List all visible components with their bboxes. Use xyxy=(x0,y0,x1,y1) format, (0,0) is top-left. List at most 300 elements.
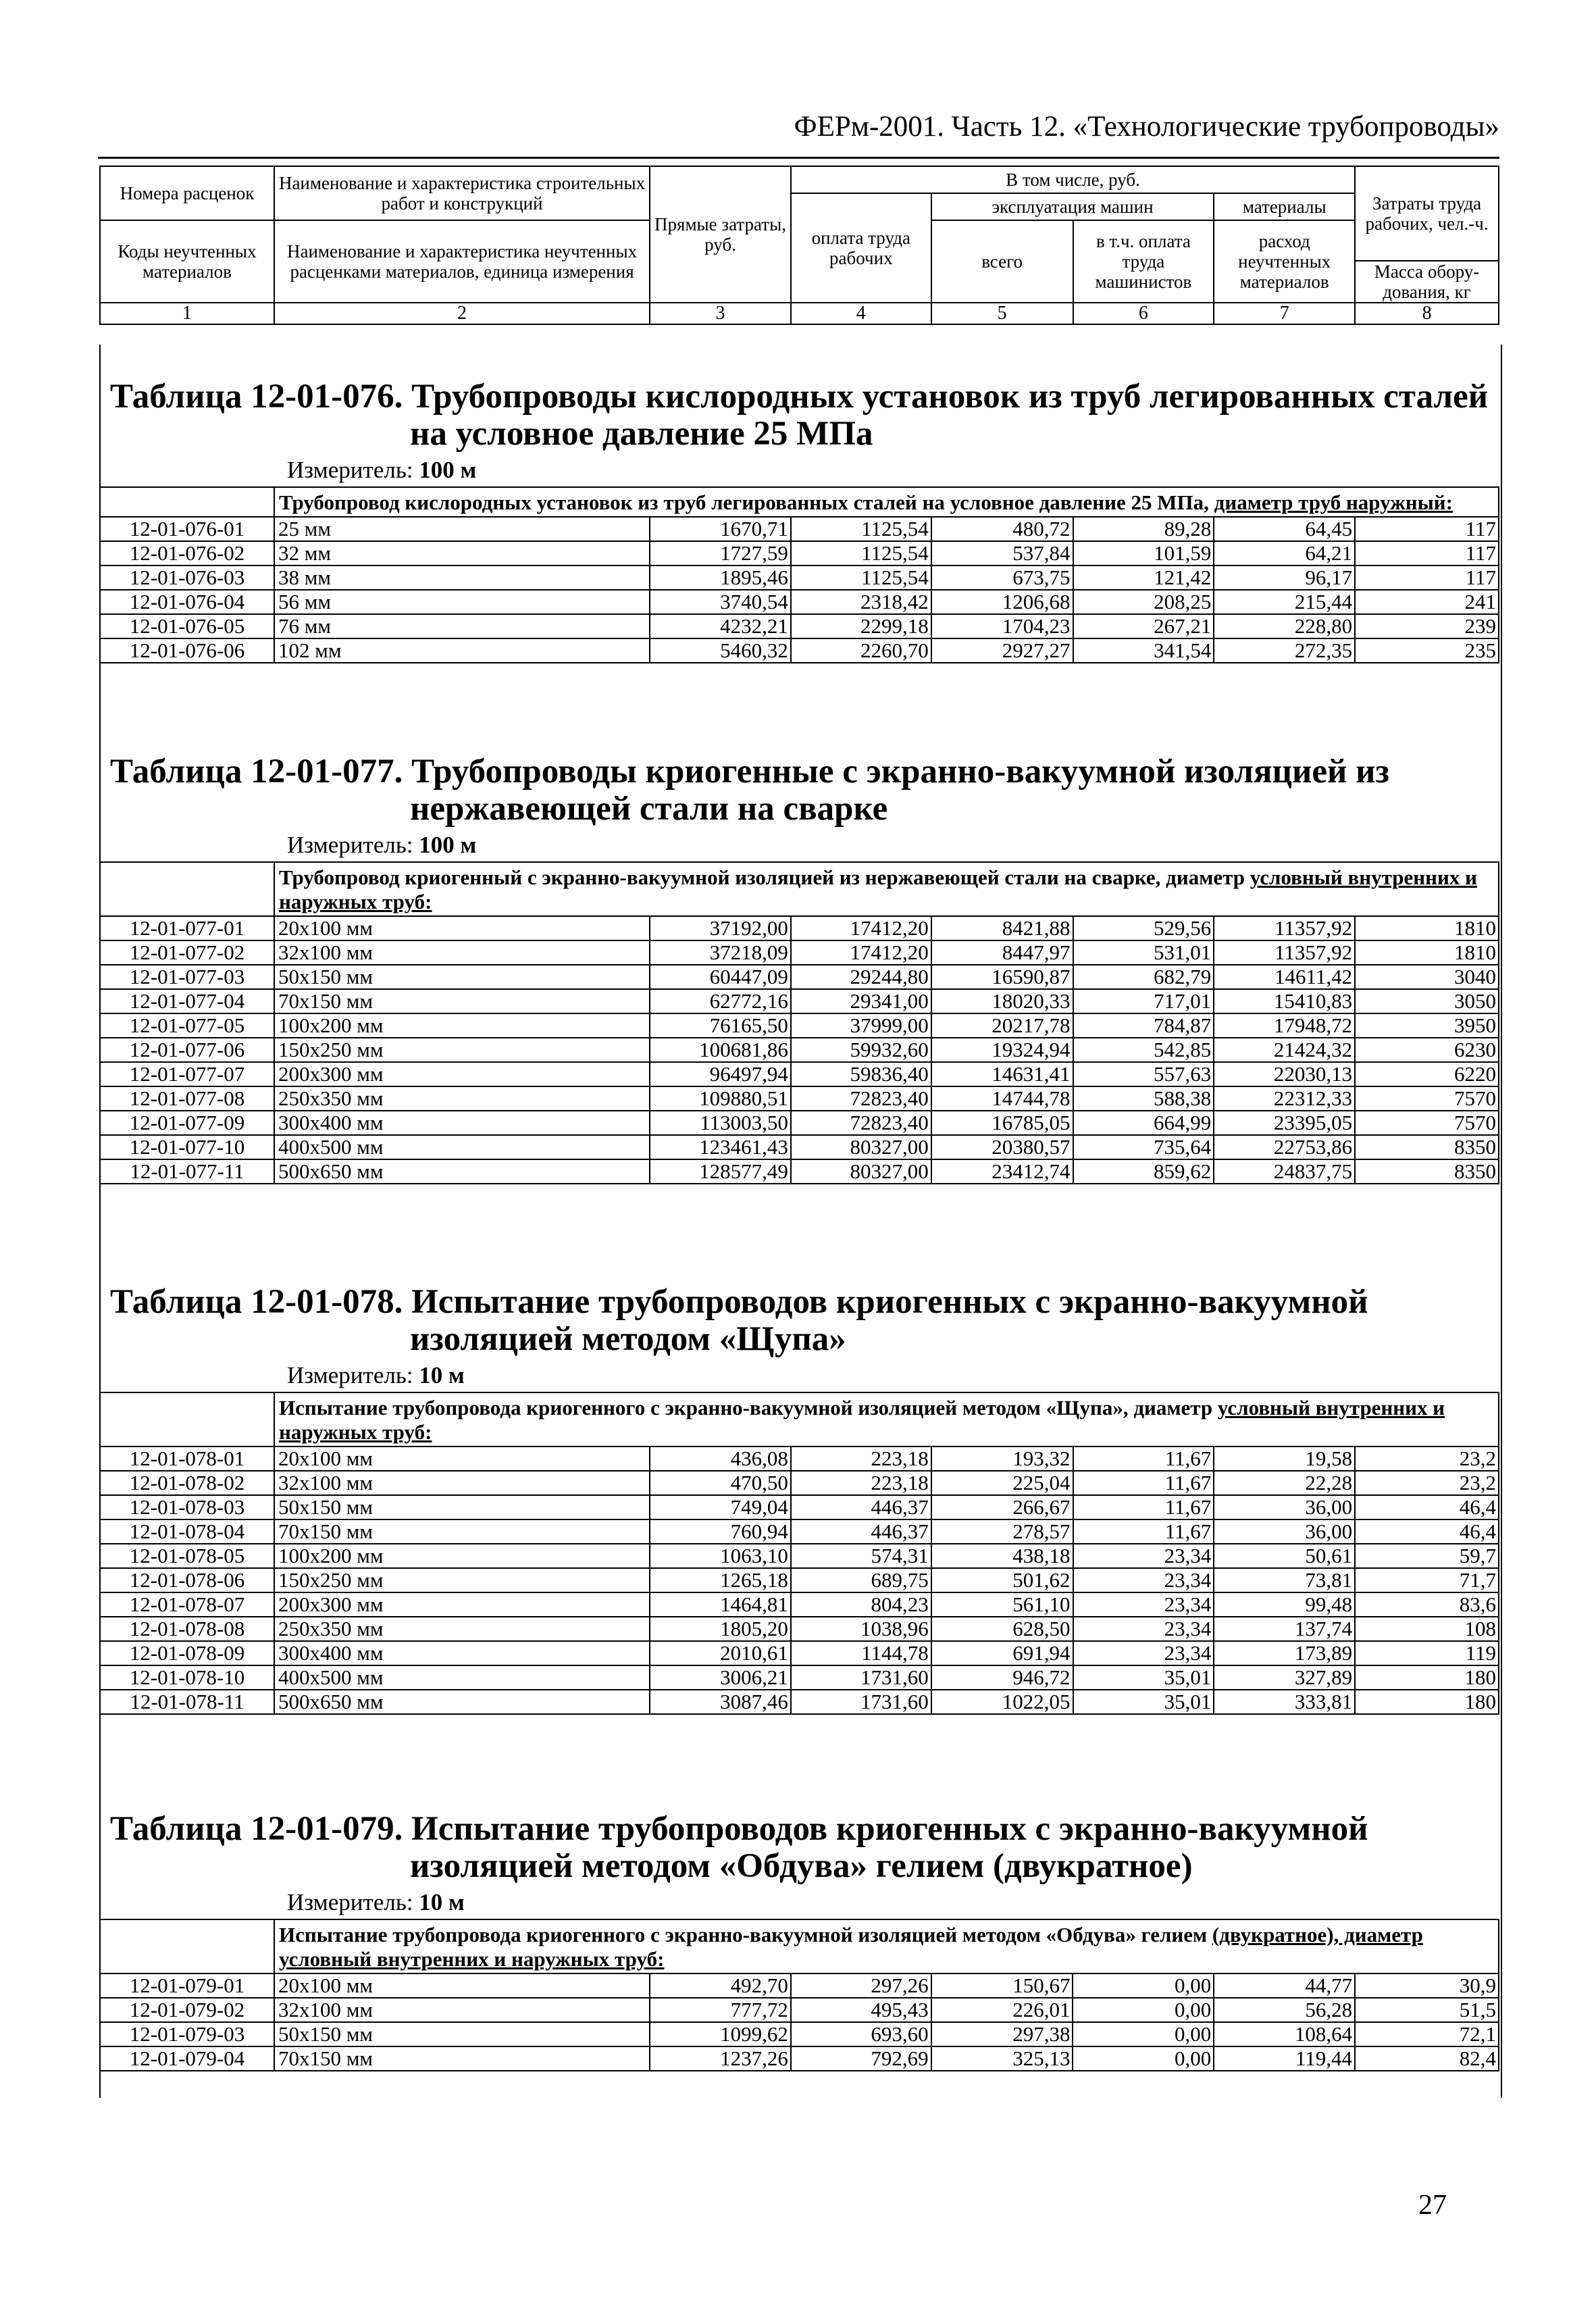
value-cell: 22753,86 xyxy=(1214,1135,1355,1159)
value-cell: 859,62 xyxy=(1073,1159,1214,1184)
diameter: 100x200 мм xyxy=(274,1544,650,1568)
value-cell: 501,62 xyxy=(931,1568,1073,1592)
value-cell: 574,31 xyxy=(791,1544,931,1568)
value-cell: 3087,46 xyxy=(650,1690,791,1714)
group-description: Трубопровод кислородных установок из труб легированных сталей на условное давление 25 МПа, диаметр труб наружный: xyxy=(274,487,1499,517)
value-cell: 23,34 xyxy=(1073,1592,1214,1617)
value-cell: 1237,26 xyxy=(650,2046,791,2071)
value-cell: 777,72 xyxy=(650,1998,791,2022)
diameter: 32x100 мм xyxy=(274,1998,650,2022)
value-cell: 51,5 xyxy=(1355,1998,1499,2022)
table-row xyxy=(100,1111,1499,1135)
value-cell: 8421,88 xyxy=(931,916,1073,940)
table-row xyxy=(100,1013,1499,1038)
value-cell: 2927,27 xyxy=(931,638,1073,663)
value-cell: 11,67 xyxy=(1073,1519,1214,1544)
value-cell: 37999,00 xyxy=(791,1013,931,1038)
table-title-cont: на условное давление 25 МПа xyxy=(410,415,873,453)
value-cell: 1670,71 xyxy=(650,517,791,541)
column-header-table xyxy=(99,166,1499,325)
value-cell: 693,60 xyxy=(791,2022,931,2046)
value-cell: 100681,86 xyxy=(650,1038,791,1062)
value-cell: 1805,20 xyxy=(650,1617,791,1641)
head-material-name: Наименование и характеристика неучтенных расценками материалов, единица измерения xyxy=(274,220,650,303)
value-cell: 23,2 xyxy=(1355,1447,1499,1471)
value-cell: 19,58 xyxy=(1214,1447,1355,1471)
value-cell: 36,00 xyxy=(1214,1519,1355,1544)
value-cell: 99,48 xyxy=(1214,1592,1355,1617)
value-cell: 0,00 xyxy=(1073,2022,1214,2046)
value-cell: 5460,32 xyxy=(650,638,791,663)
value-cell: 37192,00 xyxy=(650,916,791,940)
value-cell: 760,94 xyxy=(650,1519,791,1544)
rate-code: 12-01-077-06 xyxy=(100,1038,274,1062)
value-cell: 72823,40 xyxy=(791,1086,931,1111)
value-cell: 223,18 xyxy=(791,1447,931,1471)
table-row xyxy=(100,1973,1499,1998)
value-cell: 35,01 xyxy=(1073,1690,1214,1714)
diameter: 20x100 мм xyxy=(274,916,650,940)
value-cell: 804,23 xyxy=(791,1592,931,1617)
rate-code: 12-01-077-11 xyxy=(100,1159,274,1184)
diameter: 50x150 мм xyxy=(274,965,650,989)
value-cell: 46,4 xyxy=(1355,1519,1499,1544)
head-machines: эксплуатация машин xyxy=(931,193,1214,220)
value-cell: 446,37 xyxy=(791,1495,931,1519)
value-cell: 11357,92 xyxy=(1214,916,1355,940)
value-cell: 297,38 xyxy=(931,2022,1073,2046)
table-row xyxy=(100,1641,1499,1665)
value-cell: 60447,09 xyxy=(650,965,791,989)
rate-code: 12-01-078-08 xyxy=(100,1617,274,1641)
value-cell: 297,26 xyxy=(791,1973,931,1998)
value-cell: 278,57 xyxy=(931,1519,1073,1544)
value-cell: 325,13 xyxy=(931,2046,1073,2071)
value-cell: 542,85 xyxy=(1073,1038,1214,1062)
value-cell: 1810 xyxy=(1355,916,1499,940)
diameter: 250x350 мм xyxy=(274,1086,650,1111)
diameter: 32 мм xyxy=(274,541,650,565)
value-cell: 119,44 xyxy=(1214,2046,1355,2071)
group-description: Трубопровод криогенный с экранно-вакуумной изоляцией из нержавеющей стали на сварке, диаметр условный внутренних и наружных труб: xyxy=(274,862,1499,916)
diameter: 200x300 мм xyxy=(274,1062,650,1086)
table-row xyxy=(100,1086,1499,1111)
head-materials: материалы xyxy=(1214,193,1355,220)
value-cell: 23,34 xyxy=(1073,1617,1214,1641)
description-row xyxy=(100,862,1499,916)
table-title-cont: изоляцией методом «Обдува» гелием (двукратное) xyxy=(410,1847,1193,1885)
table-title: Таблица 12-01-079. Испытание трубопроводов криогенных с экранно-вакуумной xyxy=(110,1810,1368,1848)
value-cell: 23,34 xyxy=(1073,1641,1214,1665)
diameter: 20x100 мм xyxy=(274,1973,650,1998)
head-machines-total: всего xyxy=(931,220,1073,303)
table-row xyxy=(100,1471,1499,1495)
value-cell: 3006,21 xyxy=(650,1665,791,1690)
head-materials-sub: расход неучтенных материалов xyxy=(1214,220,1355,303)
rates-table xyxy=(99,1919,1499,2071)
table-row xyxy=(100,1998,1499,2022)
table-row xyxy=(100,2022,1499,2046)
table-row xyxy=(100,1665,1499,1690)
value-cell: 446,37 xyxy=(791,1519,931,1544)
value-cell: 11,67 xyxy=(1073,1495,1214,1519)
group-description: Испытание трубопровода криогенного с экранно-вакуумной изоляцией методом «Щупа», диаметр условный внутренних и наружных труб: xyxy=(274,1392,1499,1447)
value-cell: 30,9 xyxy=(1355,1973,1499,1998)
diameter: 300x400 мм xyxy=(274,1641,650,1665)
table-row xyxy=(100,590,1499,614)
value-cell: 6230 xyxy=(1355,1038,1499,1062)
value-cell: 173,89 xyxy=(1214,1641,1355,1665)
value-cell: 1038,96 xyxy=(791,1617,931,1641)
value-cell: 46,4 xyxy=(1355,1495,1499,1519)
value-cell: 241 xyxy=(1355,590,1499,614)
value-cell: 267,21 xyxy=(1073,614,1214,638)
value-cell: 495,43 xyxy=(791,1998,931,2022)
value-cell: 2010,61 xyxy=(650,1641,791,1665)
value-cell: 20217,78 xyxy=(931,1013,1073,1038)
rate-code: 12-01-077-08 xyxy=(100,1086,274,1111)
rate-code: 12-01-078-09 xyxy=(100,1641,274,1665)
value-cell: 946,72 xyxy=(931,1665,1073,1690)
value-cell: 71,7 xyxy=(1355,1568,1499,1592)
value-cell: 333,81 xyxy=(1214,1690,1355,1714)
value-cell: 117 xyxy=(1355,517,1499,541)
value-cell: 673,75 xyxy=(931,565,1073,590)
value-cell: 36,00 xyxy=(1214,1495,1355,1519)
value-cell: 17412,20 xyxy=(791,916,931,940)
table-row xyxy=(100,565,1499,590)
value-cell: 76165,50 xyxy=(650,1013,791,1038)
value-cell: 137,74 xyxy=(1214,1617,1355,1641)
rate-code: 12-01-078-11 xyxy=(100,1690,274,1714)
table-row xyxy=(100,1519,1499,1544)
value-cell: 7570 xyxy=(1355,1111,1499,1135)
diameter: 150x250 мм xyxy=(274,1038,650,1062)
value-cell: 180 xyxy=(1355,1690,1499,1714)
table-12-01-077 xyxy=(99,753,1499,1184)
value-cell: 784,87 xyxy=(1073,1013,1214,1038)
value-cell: 83,6 xyxy=(1355,1592,1499,1617)
rates-table xyxy=(99,486,1499,663)
table-row xyxy=(100,1617,1499,1641)
diameter: 56 мм xyxy=(274,590,650,614)
diameter: 100x200 мм xyxy=(274,1013,650,1038)
value-cell: 37218,09 xyxy=(650,940,791,965)
value-cell: 2318,42 xyxy=(791,590,931,614)
diameter: 70x150 мм xyxy=(274,2046,650,2071)
rate-code: 12-01-077-07 xyxy=(100,1062,274,1086)
diameter: 150x250 мм xyxy=(274,1568,650,1592)
value-cell: 266,67 xyxy=(931,1495,1073,1519)
value-cell: 18020,33 xyxy=(931,989,1073,1013)
value-cell: 117 xyxy=(1355,565,1499,590)
value-cell: 119 xyxy=(1355,1641,1499,1665)
rate-code: 12-01-078-02 xyxy=(100,1471,274,1495)
rate-code: 12-01-076-01 xyxy=(100,517,274,541)
rates-table xyxy=(99,1392,1499,1715)
value-cell: 664,99 xyxy=(1073,1111,1214,1135)
rate-code: 12-01-077-01 xyxy=(100,916,274,940)
value-cell: 108,64 xyxy=(1214,2022,1355,2046)
diameter: 76 мм xyxy=(274,614,650,638)
table-title: Таблица 12-01-077. Трубопроводы криогенные с экранно-вакуумной изоляцией из xyxy=(110,753,1390,790)
value-cell: 29341,00 xyxy=(791,989,931,1013)
header-rule xyxy=(98,157,1499,159)
value-cell: 749,04 xyxy=(650,1495,791,1519)
table-row xyxy=(100,1592,1499,1617)
page-number: 27 xyxy=(1418,2190,1447,2221)
table-row xyxy=(100,2046,1499,2071)
value-cell: 470,50 xyxy=(650,1471,791,1495)
rate-code: 12-01-077-02 xyxy=(100,940,274,965)
rate-code: 12-01-079-04 xyxy=(100,2046,274,2071)
value-cell: 24837,75 xyxy=(1214,1159,1355,1184)
diameter: 38 мм xyxy=(274,565,650,590)
rate-code: 12-01-078-07 xyxy=(100,1592,274,1617)
value-cell: 215,44 xyxy=(1214,590,1355,614)
table-12-01-076 xyxy=(99,378,1499,663)
rate-code: 12-01-079-02 xyxy=(100,1998,274,2022)
diameter: 400x500 мм xyxy=(274,1665,650,1690)
value-cell: 82,4 xyxy=(1355,2046,1499,2071)
diameter: 70x150 мм xyxy=(274,989,650,1013)
value-cell: 11,67 xyxy=(1073,1447,1214,1471)
value-cell: 1704,23 xyxy=(931,614,1073,638)
value-cell: 1895,46 xyxy=(650,565,791,590)
value-cell: 7570 xyxy=(1355,1086,1499,1111)
diameter: 32x100 мм xyxy=(274,1471,650,1495)
rate-code: 12-01-076-05 xyxy=(100,614,274,638)
value-cell: 22,28 xyxy=(1214,1471,1355,1495)
unit-line: Измеритель: 100 м xyxy=(287,457,477,483)
diameter: 50x150 мм xyxy=(274,1495,650,1519)
value-cell: 1125,54 xyxy=(791,541,931,565)
value-cell: 691,94 xyxy=(931,1641,1073,1665)
value-cell: 480,72 xyxy=(931,517,1073,541)
value-cell: 17948,72 xyxy=(1214,1013,1355,1038)
table-title: Таблица 12-01-076. Трубопроводы кислородных установок из труб легированных сталей xyxy=(110,378,1489,416)
value-cell: 792,69 xyxy=(791,2046,931,2071)
value-cell: 8447,97 xyxy=(931,940,1073,965)
value-cell: 1125,54 xyxy=(791,565,931,590)
value-cell: 96497,94 xyxy=(650,1062,791,1086)
table-row xyxy=(100,940,1499,965)
diameter: 250x350 мм xyxy=(274,1617,650,1641)
value-cell: 21424,32 xyxy=(1214,1038,1355,1062)
table-row xyxy=(100,614,1499,638)
table-row xyxy=(100,1062,1499,1086)
rate-code: 12-01-077-04 xyxy=(100,989,274,1013)
value-cell: 0,00 xyxy=(1073,2046,1214,2071)
value-cell: 0,00 xyxy=(1073,1998,1214,2022)
value-cell: 1206,68 xyxy=(931,590,1073,614)
value-cell: 15410,83 xyxy=(1214,989,1355,1013)
value-cell: 180 xyxy=(1355,1665,1499,1690)
table-title: Таблица 12-01-078. Испытание трубопроводов криогенных с экранно-вакуумной xyxy=(110,1283,1368,1321)
value-cell: 3740,54 xyxy=(650,590,791,614)
rate-code: 12-01-077-03 xyxy=(100,965,274,989)
value-cell: 436,08 xyxy=(650,1447,791,1471)
value-cell: 223,18 xyxy=(791,1471,931,1495)
value-cell: 35,01 xyxy=(1073,1665,1214,1690)
value-cell: 8350 xyxy=(1355,1159,1499,1184)
value-cell: 109880,51 xyxy=(650,1086,791,1111)
table-row xyxy=(100,1495,1499,1519)
value-cell: 19324,94 xyxy=(931,1038,1073,1062)
head-labor: Затраты труда рабочих, чел.-ч. xyxy=(1355,166,1499,261)
value-cell: 29244,80 xyxy=(791,965,931,989)
table-row xyxy=(100,1690,1499,1714)
diameter: 200x300 мм xyxy=(274,1592,650,1617)
value-cell: 682,79 xyxy=(1073,965,1214,989)
value-cell: 20380,57 xyxy=(931,1135,1073,1159)
rate-code: 12-01-076-03 xyxy=(100,565,274,590)
value-cell: 128577,49 xyxy=(650,1159,791,1184)
value-cell: 1265,18 xyxy=(650,1568,791,1592)
value-cell: 22312,33 xyxy=(1214,1086,1355,1111)
rate-code: 12-01-078-05 xyxy=(100,1544,274,1568)
rate-code: 12-01-078-03 xyxy=(100,1495,274,1519)
value-cell: 11,67 xyxy=(1073,1471,1214,1495)
value-cell: 23,34 xyxy=(1073,1544,1214,1568)
value-cell: 11357,92 xyxy=(1214,940,1355,965)
value-cell: 16785,05 xyxy=(931,1111,1073,1135)
value-cell: 225,04 xyxy=(931,1471,1073,1495)
value-cell: 59836,40 xyxy=(791,1062,931,1086)
running-header: ФЕРм-2001. Часть 12. «Технологические трубопроводы» xyxy=(794,111,1499,143)
value-cell: 588,38 xyxy=(1073,1086,1214,1111)
rate-code: 12-01-078-10 xyxy=(100,1665,274,1690)
value-cell: 6220 xyxy=(1355,1062,1499,1086)
value-cell: 0,00 xyxy=(1073,1973,1214,1998)
value-cell: 72,1 xyxy=(1355,2022,1499,2046)
value-cell: 531,01 xyxy=(1073,940,1214,965)
rate-code: 12-01-077-10 xyxy=(100,1135,274,1159)
value-cell: 50,61 xyxy=(1214,1544,1355,1568)
table-row xyxy=(100,638,1499,663)
value-cell: 1464,81 xyxy=(650,1592,791,1617)
value-cell: 22030,13 xyxy=(1214,1062,1355,1086)
description-row xyxy=(100,487,1499,517)
value-cell: 3950 xyxy=(1355,1013,1499,1038)
description-row xyxy=(100,1919,1499,1973)
rate-code: 12-01-076-06 xyxy=(100,638,274,663)
value-cell: 17412,20 xyxy=(791,940,931,965)
unit-line: Измеритель: 100 м xyxy=(287,832,477,858)
table-row xyxy=(100,965,1499,989)
value-cell: 561,10 xyxy=(931,1592,1073,1617)
value-cell: 64,21 xyxy=(1214,541,1355,565)
diameter: 25 мм xyxy=(274,517,650,541)
value-cell: 208,25 xyxy=(1073,590,1214,614)
value-cell: 717,01 xyxy=(1073,989,1214,1013)
value-cell: 72823,40 xyxy=(791,1111,931,1135)
rates-table xyxy=(99,861,1499,1184)
head-direct-cost: Прямые затраты, руб. xyxy=(650,166,791,303)
table-row xyxy=(100,1447,1499,1471)
value-cell: 193,32 xyxy=(931,1447,1073,1471)
head-number-row: 1 2 3 4 5 6 7 8 xyxy=(100,303,1499,324)
diameter: 400x500 мм xyxy=(274,1135,650,1159)
description-row xyxy=(100,1392,1499,1447)
value-cell: 272,35 xyxy=(1214,638,1355,663)
rate-code: 12-01-078-04 xyxy=(100,1519,274,1544)
diameter: 20x100 мм xyxy=(274,1447,650,1471)
diameter: 102 мм xyxy=(274,638,650,663)
diameter: 300x400 мм xyxy=(274,1111,650,1135)
head-including: В том числе, руб. xyxy=(791,166,1355,193)
head-name: Наименование и характеристика строительных работ и конструкций xyxy=(274,166,650,220)
value-cell: 59,7 xyxy=(1355,1544,1499,1568)
value-cell: 23412,74 xyxy=(931,1159,1073,1184)
value-cell: 73,81 xyxy=(1214,1568,1355,1592)
unit-line: Измеритель: 10 м xyxy=(287,1362,465,1388)
value-cell: 492,70 xyxy=(650,1973,791,1998)
head-machines-wages: в т.ч. оплата труда машинистов xyxy=(1073,220,1214,303)
value-cell: 1125,54 xyxy=(791,517,931,541)
diameter: 70x150 мм xyxy=(274,1519,650,1544)
value-cell: 1731,60 xyxy=(791,1690,931,1714)
table-row xyxy=(100,989,1499,1013)
table-row xyxy=(100,517,1499,541)
value-cell: 235 xyxy=(1355,638,1499,663)
head-wages: оплата труда рабочих xyxy=(791,193,931,303)
value-cell: 2260,70 xyxy=(791,638,931,663)
rate-code: 12-01-078-06 xyxy=(100,1568,274,1592)
value-cell: 228,80 xyxy=(1214,614,1355,638)
unit-line: Измеритель: 10 м xyxy=(287,1889,465,1915)
head-codes: Номера расценок xyxy=(100,166,274,220)
table-title-cont: нержавеющей стали на сварке xyxy=(410,790,888,828)
value-cell: 8350 xyxy=(1355,1135,1499,1159)
table-row xyxy=(100,1135,1499,1159)
value-cell: 62772,16 xyxy=(650,989,791,1013)
table-row xyxy=(100,1568,1499,1592)
value-cell: 96,17 xyxy=(1214,565,1355,590)
diameter: 32x100 мм xyxy=(274,940,650,965)
rate-code: 12-01-076-02 xyxy=(100,541,274,565)
diameter: 50x150 мм xyxy=(274,2022,650,2046)
value-cell: 1727,59 xyxy=(650,541,791,565)
value-cell: 113003,50 xyxy=(650,1111,791,1135)
value-cell: 226,01 xyxy=(931,1998,1073,2022)
value-cell: 14744,78 xyxy=(931,1086,1073,1111)
rate-code: 12-01-077-05 xyxy=(100,1013,274,1038)
group-description: Испытание трубопровода криогенного с экранно-вакуумной изоляцией методом «Обдува» гелием (двукратное), диаметр условный внутренних и наружных труб: xyxy=(274,1919,1499,1973)
value-cell: 150,67 xyxy=(931,1973,1073,1998)
rate-code: 12-01-076-04 xyxy=(100,590,274,614)
value-cell: 23,2 xyxy=(1355,1471,1499,1495)
table-12-01-078 xyxy=(99,1284,1499,1715)
value-cell: 56,28 xyxy=(1214,1998,1355,2022)
head-mass: Масса обору-дования, кг xyxy=(1355,261,1499,303)
rate-code: 12-01-079-03 xyxy=(100,2022,274,2046)
table-row xyxy=(100,1038,1499,1062)
value-cell: 2299,18 xyxy=(791,614,931,638)
value-cell: 1022,05 xyxy=(931,1690,1073,1714)
value-cell: 239 xyxy=(1355,614,1499,638)
value-cell: 327,89 xyxy=(1214,1665,1355,1690)
rate-code: 12-01-077-09 xyxy=(100,1111,274,1135)
value-cell: 1731,60 xyxy=(791,1665,931,1690)
value-cell: 23,34 xyxy=(1073,1568,1214,1592)
table-12-01-079 xyxy=(99,1811,1499,2071)
value-cell: 80327,00 xyxy=(791,1159,931,1184)
value-cell: 101,59 xyxy=(1073,541,1214,565)
table-title-cont: изоляцией методом «Щупа» xyxy=(410,1320,846,1358)
value-cell: 529,56 xyxy=(1073,916,1214,940)
table-row xyxy=(100,541,1499,565)
